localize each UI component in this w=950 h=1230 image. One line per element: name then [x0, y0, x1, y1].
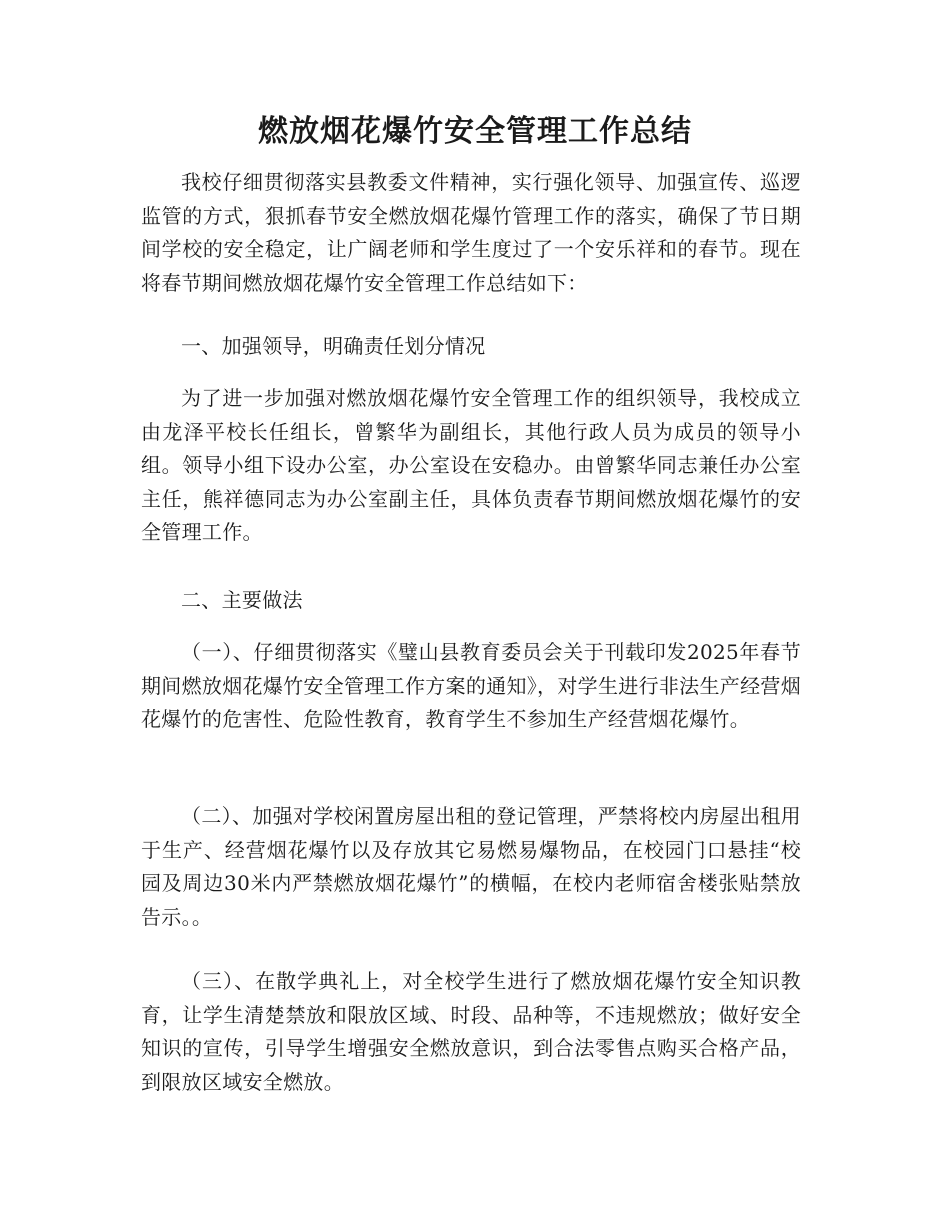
document-title: 燃放烟花爆竹安全管理工作总结	[258, 114, 692, 149]
section-heading-leadership: 一、加强领导，明确责任划分情况	[181, 334, 486, 358]
practice-item-1: （一）、仔细贯彻落实《璧山县教育委员会关于刊载印发2025年春节期间燃放烟花爆竹安全管理工作方案的通知》，对学生进行非法生产经营烟花爆竹的危害性、危险性教育，教育学生不参加生产经营烟花爆竹。	[141, 640, 801, 731]
section-body-leadership: 为了进一步加强对燃放烟花爆竹安全管理工作的组织领导，我校成立由龙泽平校长任组长，曾繁华为副组长，其他行政人员为成员的领导小组。领导小组下设办公室，办公室设在安稳办。由曾繁华同志兼任办公室主任，熊祥德同志为办公室副主任，具体负责春节期间燃放烟花爆竹的安全管理工作。	[141, 386, 801, 544]
intro-paragraph: 我校仔细贯彻落实县教委文件精神，实行强化领导、加强宣传、巡逻监管的方式，狠抓春节安全燃放烟花爆竹管理工作的落实，确保了节日期间学校的安全稳定，让广阔老师和学生度过了一个安乐祥和的春节。现在将春节期间燃放烟花爆竹安全管理工作总结如下：	[141, 170, 801, 295]
practice-item-3: （三）、在散学典礼上，对全校学生进行了燃放烟花爆竹安全知识教育，让学生清楚禁放和限放区域、时段、品种等，不违规燃放；做好安全知识的宣传，引导学生增强安全燃放意识，到合法零售点购买合格产品，到限放区域安全燃放。	[141, 969, 801, 1094]
practice-item-2: （二）、加强对学校闲置房屋出租的登记管理，严禁将校内房屋出租用于生产、经营烟花爆竹以及存放其它易燃易爆物品，在校园门口悬挂“校园及周边30米内严禁燃放烟花爆竹”的横幅，在校内老师宿舍楼张贴禁放告示。。	[141, 804, 801, 929]
section-heading-practices: 二、主要做法	[181, 588, 303, 612]
